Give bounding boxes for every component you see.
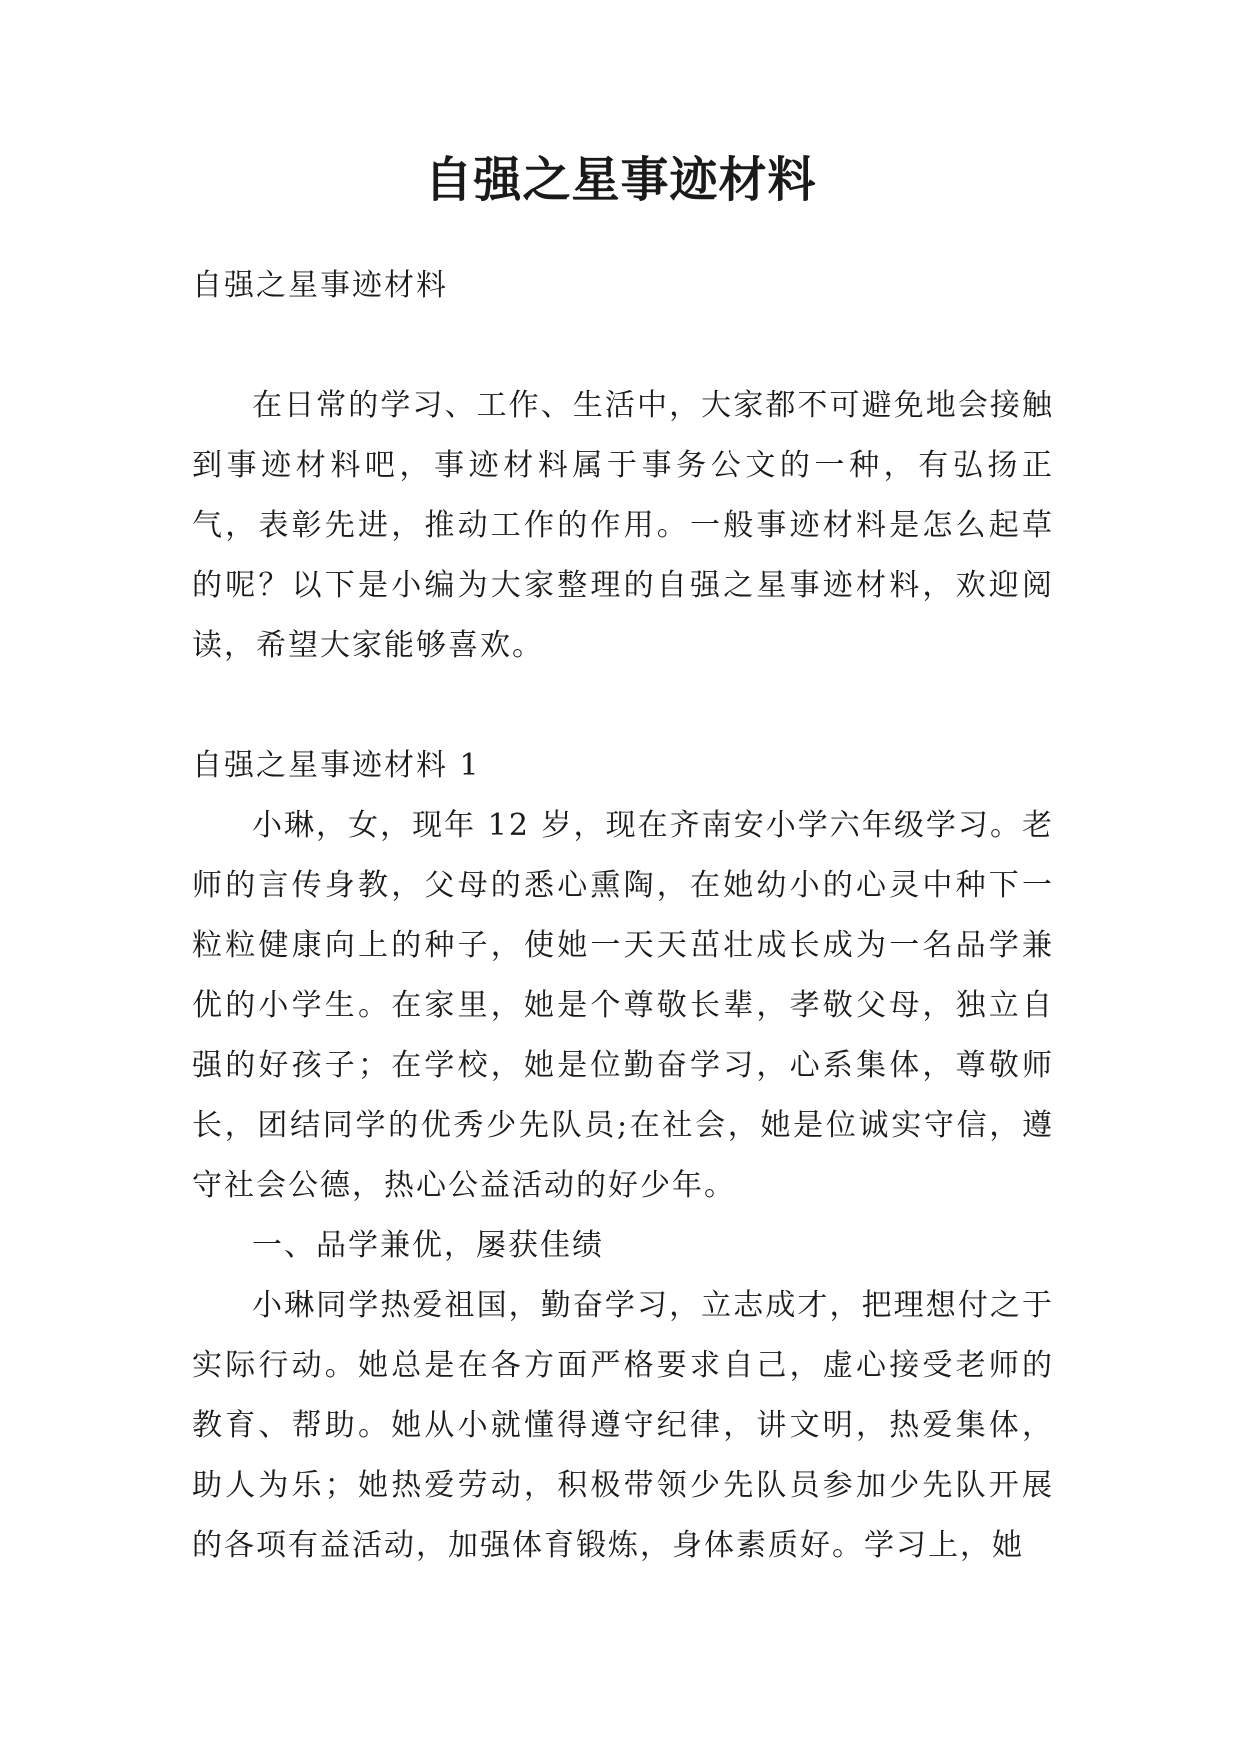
document-title: 自强之星事迹材料 xyxy=(424,152,817,208)
paragraph-1: 小琳，女，现年 12 岁，现在齐南安小学六年级学习。老师的言传身教，父母的悉心熏陶，在她幼小的心灵中种下一粒粒健康向上的种子，使她一天天茁壮成长成为一名品学兼优的小学生。在家里，她是个尊敬长辈，孝敬父母，独立自强的好孩子；在学校，她是位勤奋学习，心系集体，尊敬师长，团结同学的优秀少先队员;在社会，她是位诚实守信，遵守社会公德，热心公益活动的好少年。 xyxy=(192,808,1054,1203)
section-heading: 自强之星事迹材料 1 xyxy=(192,748,481,783)
document-body xyxy=(192,256,1054,1576)
intro-paragraph: 在日常的学习、工作、生活中，大家都不可避免地会接触到事迹材料吧，事迹材料属于事务公文的一种，有弘扬正气，表彰先进，推动工作的作用。一般事迹材料是怎么起草的呢？以下是小编为大家整理的自强之星事迹材料，欢迎阅读，希望大家能够喜欢。 xyxy=(192,388,1054,663)
subheading-1: 一、品学兼优，屡获佳绩 xyxy=(252,1228,604,1263)
paragraph-2: 小琳同学热爱祖国，勤奋学习，立志成才，把理想付之于实际行动。她总是在各方面严格要求自己，虚心接受老师的教育、帮助。她从小就懂得遵守纪律，讲文明，热爱集体，助人为乐；她热爱劳动，积极带领少先队员参加少先队开展的各项有益活动，加强体育锻炼，身体素质好。学习上，她 xyxy=(192,1288,1054,1563)
subtitle: 自强之星事迹材料 xyxy=(192,268,448,303)
